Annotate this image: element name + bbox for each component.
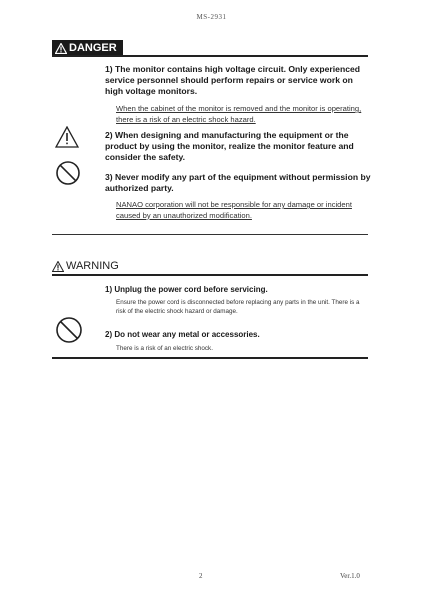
warning-triangle-icon xyxy=(52,261,64,272)
danger-item-2: 2) When designing and manufacturing the equipment or the product by using the monitor, realize the monitor feature and consider the safety. xyxy=(105,130,354,162)
warning-label: WARNING xyxy=(66,260,119,272)
warning-top-rule xyxy=(52,274,368,276)
page-number: 2 xyxy=(199,572,203,580)
danger-item-3-note: NANAO corporation will not be responsible for any damage or incident caused by an unauthorized modification. xyxy=(116,200,352,220)
danger-bottom-rule xyxy=(52,234,368,235)
danger-item-1: 1) The monitor contains high voltage circuit. Only experienced service personnel should perform repairs or service work on high voltage monitors. xyxy=(105,64,360,96)
warning-item-1: 1) Unplug the power cord before servicing. xyxy=(105,285,268,294)
warning-item-2-note: There is a risk of an electric shock. xyxy=(116,345,213,352)
prohibition-icon xyxy=(55,316,83,344)
danger-top-rule xyxy=(52,55,368,57)
danger-item-3: 3) Never modify any part of the equipment without permission by authorized party. xyxy=(105,172,371,193)
danger-label: DANGER xyxy=(69,42,117,54)
warning-header xyxy=(52,260,119,272)
warning-item-2: 2) Do not wear any metal or accessories. xyxy=(105,330,260,339)
warning-triangle-icon xyxy=(55,43,67,54)
document-id: MS-2931 xyxy=(196,13,227,21)
version-label: Ver.1.0 xyxy=(340,572,360,580)
danger-header xyxy=(52,40,123,56)
warning-item-1-note: Ensure the power cord is disconnected before replacing any parts in the unit. There is a risk of the electric shock hazard or damage. xyxy=(116,299,360,315)
caution-triangle-icon xyxy=(55,126,79,148)
prohibition-icon xyxy=(55,160,81,186)
danger-item-1-note: When the cabinet of the monitor is removed and the monitor is operating, there is a risk of an electric shock hazard. xyxy=(116,104,362,124)
warning-bottom-rule xyxy=(52,357,368,359)
